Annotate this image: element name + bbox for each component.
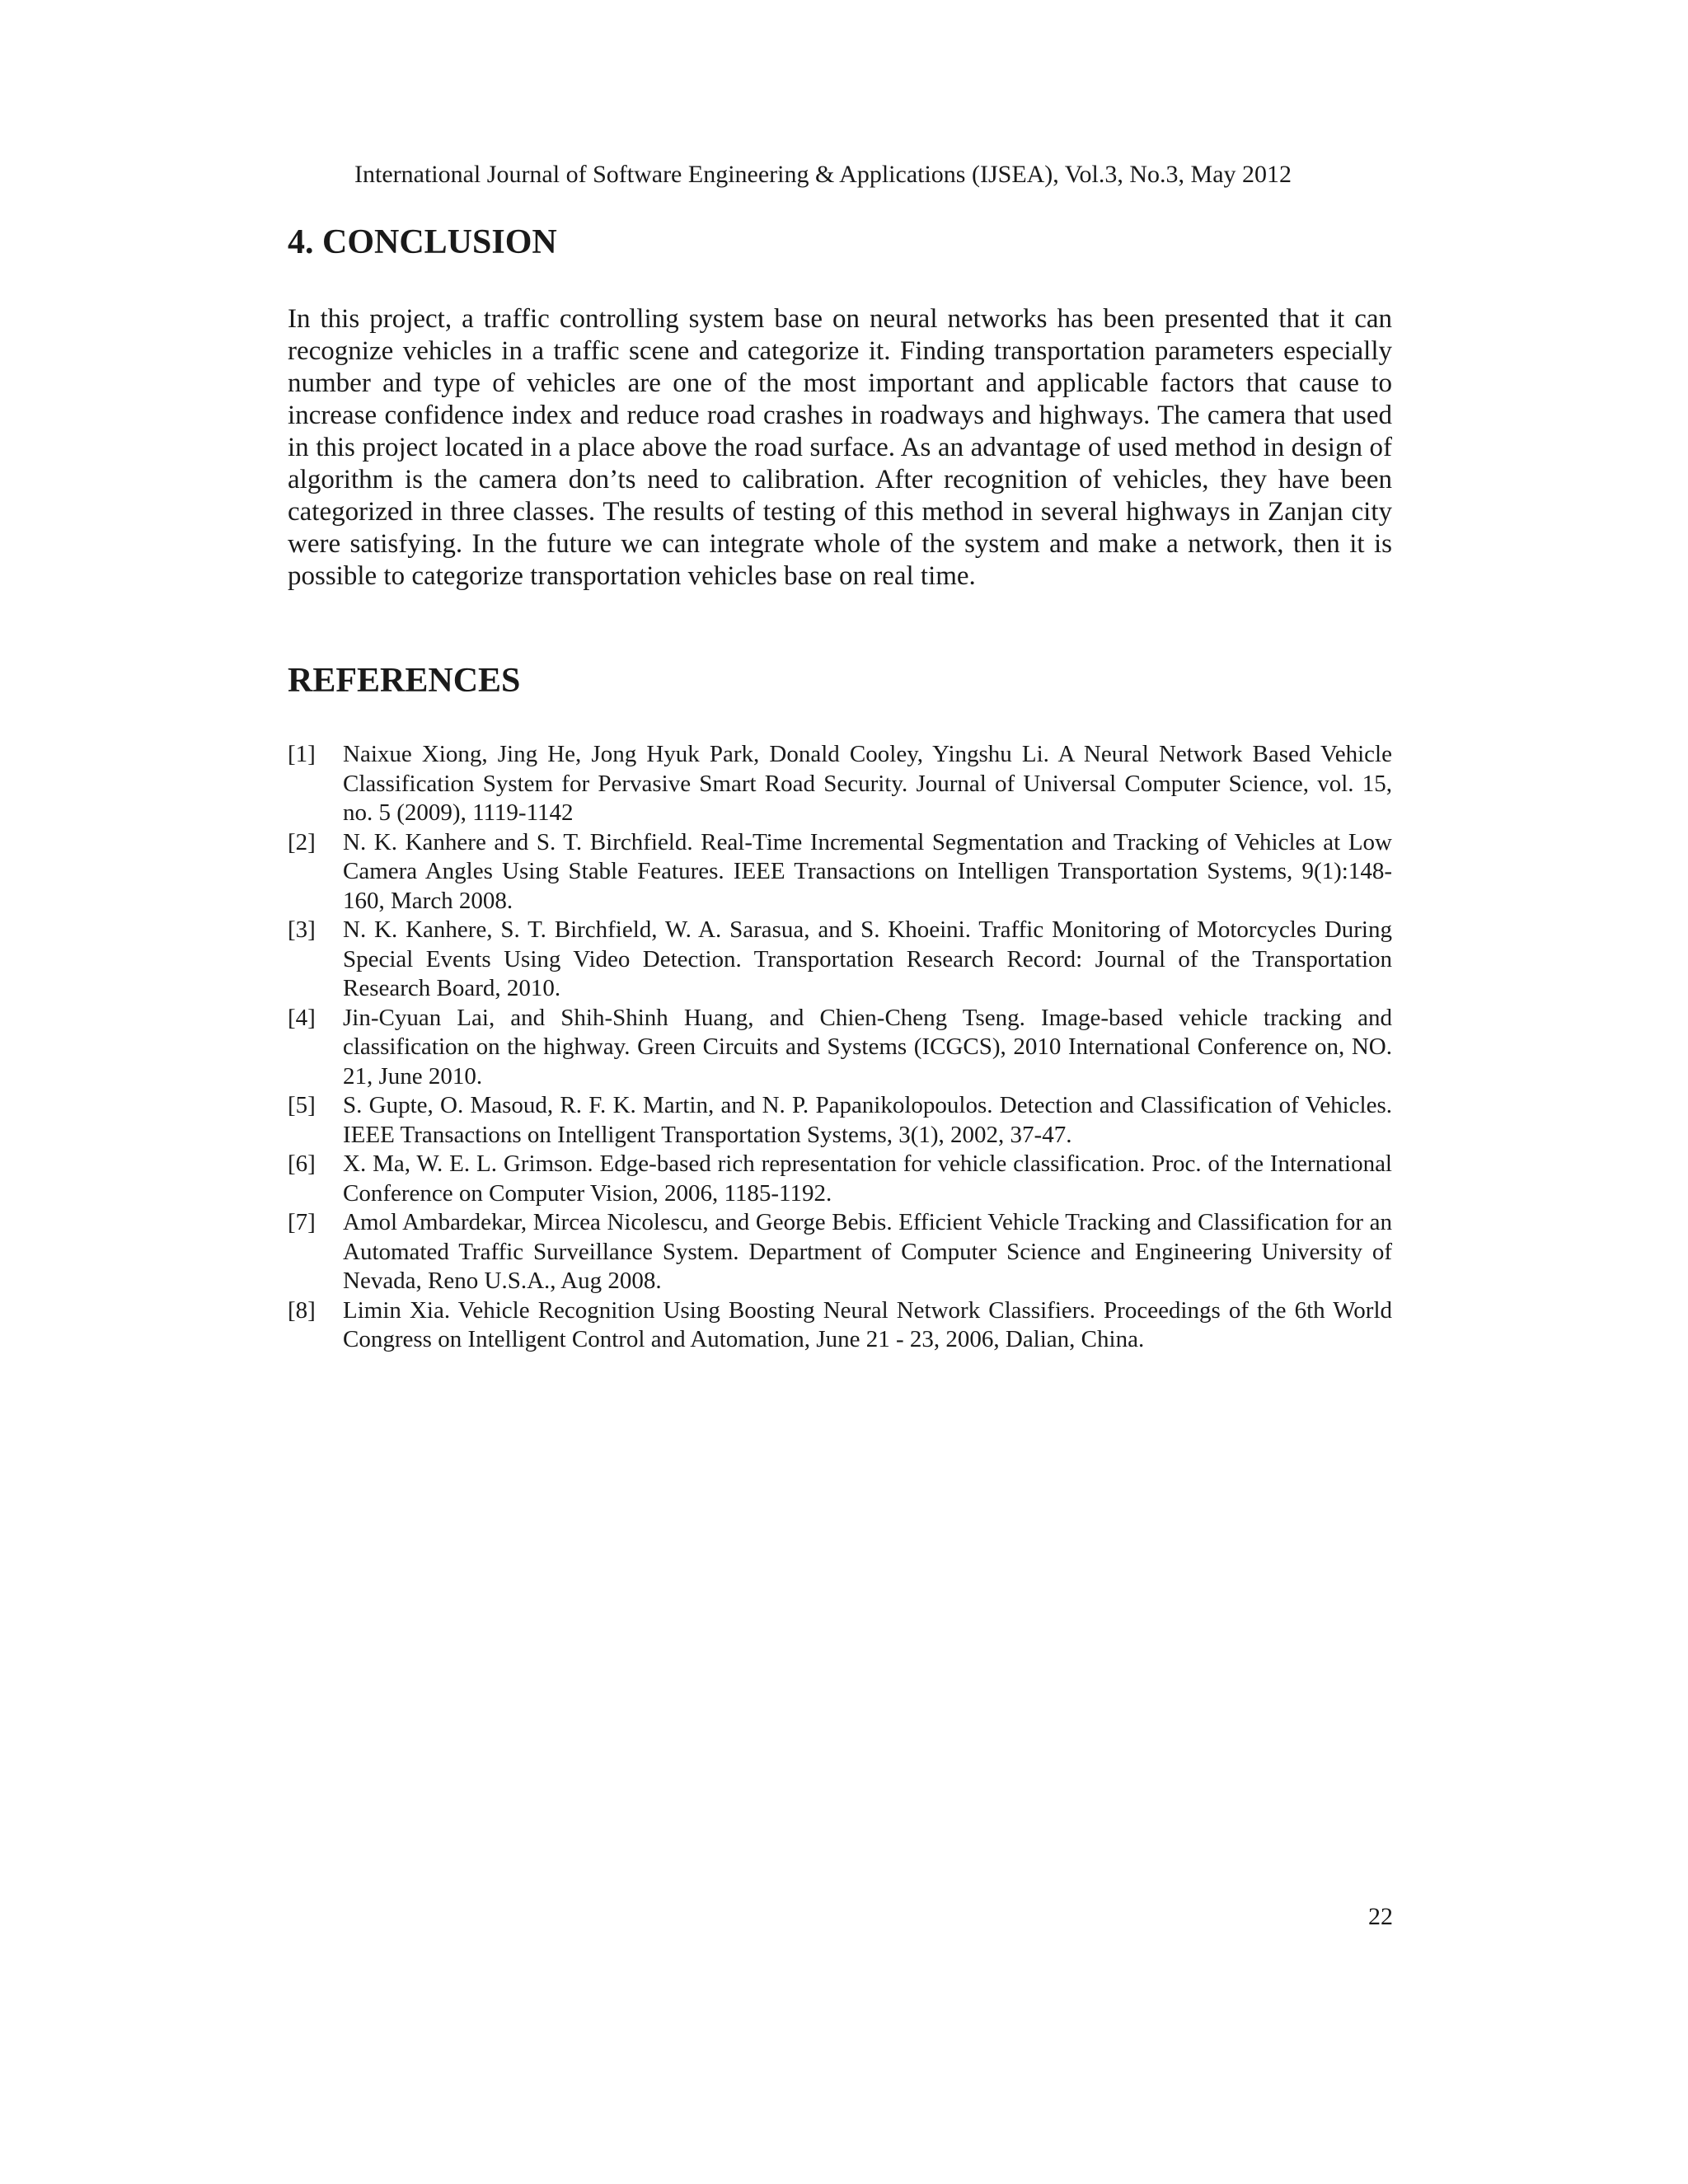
reference-text: X. Ma, W. E. L. Grimson. Edge-based rich representation for vehicle classification. Proc. of the International Conference on Computer Vision, 2006, 1185-1192. (343, 1151, 1392, 1207)
reference-item-7 (288, 1208, 1392, 1296)
reference-number: [1] (288, 741, 316, 767)
references-heading: REFERENCES (288, 662, 521, 700)
conclusion-paragraph: In this project, a traffic controlling system base on neural networks has been presented that it can recognize vehicles in a traffic scene and categorize it. Finding transportation parameters especially number and type of vehicles are one of the most important and applicable factors that cause to increase confidence index and reduce road crashes in roadways and highways. The camera that used in this project located in a place above the road surface. As an advantage of used method in design of algorithm is the camera don’ts need to calibration. After recognition of vehicles, they have been categorized in three classes. The results of testing of this method in several highways in Zanjan city were satisfying. In the future we can integrate whole of the system and make a network, then it is possible to categorize transportation vehicles base on real time. (288, 304, 1392, 591)
reference-item-6 (288, 1150, 1392, 1208)
reference-item-2 (288, 828, 1392, 916)
reference-text: S. Gupte, O. Masoud, R. F. K. Martin, and N. P. Papanikolopoulos. Detection and Classification of Vehicles. IEEE Transactions on Intelligent Transportation Systems, 3(1), 2002, 37-47. (343, 1092, 1392, 1148)
conclusion-heading: 4. CONCLUSION (288, 223, 557, 261)
reference-number: [6] (288, 1151, 316, 1177)
reference-list (288, 740, 1392, 1355)
reference-item-4 (288, 1004, 1392, 1092)
reference-text: N. K. Kanhere, S. T. Birchfield, W. A. Sarasua, and S. Khoeini. Traffic Monitoring of Motorcycles During Special Events Using Video Detection. Transportation Research Record: Journal of the Transportation Research Board, 2010. (343, 916, 1392, 1001)
reference-number: [2] (288, 828, 316, 855)
reference-item-8 (288, 1296, 1392, 1355)
reference-number: [7] (288, 1209, 316, 1235)
page-number: 22 (1368, 1903, 1393, 1930)
running-header: International Journal of Software Engineering & Applications (IJSEA), Vol.3, No.3, May 2012 (354, 161, 1292, 188)
reference-number: [8] (288, 1296, 316, 1324)
reference-item-5 (288, 1091, 1392, 1150)
reference-text: Naixue Xiong, Jing He, Jong Hyuk Park, Donald Cooley, Yingshu Li. A Neural Network Based Vehicle Classification System for Pervasive Smart Road Security. Journal of Universal Computer Science, vol. 15, no. 5 (2009), 1119-1142 (343, 741, 1392, 826)
reference-item-1 (288, 740, 1392, 828)
reference-number: [5] (288, 1092, 316, 1118)
reference-number: [4] (288, 1004, 316, 1031)
reference-text: N. K. Kanhere and S. T. Birchfield. Real-Time Incremental Segmentation and Tracking of Vehicles at Low Camera Angles Using Stable Features. IEEE Transactions on Intelligen Transportation Systems, 9(1):148-160, March 2008. (343, 828, 1392, 914)
reference-text: Limin Xia. Vehicle Recognition Using Boosting Neural Network Classifiers. Proceedings of the 6th World Congress on Intelligent Control and Automation, June 21 - 23, 2006, Dalian, China. (343, 1296, 1392, 1352)
reference-text: Jin-Cyuan Lai, and Shih-Shinh Huang, and Chien-Cheng Tseng. Image-based vehicle tracking and classification on the highway. Green Circuits and Systems (ICGCS), 2010 International Conference on, NO. 21, June 2010. (343, 1004, 1392, 1090)
reference-text: Amol Ambardekar, Mircea Nicolescu, and George Bebis. Efficient Vehicle Tracking and Classification for an Automated Traffic Surveillance System. Department of Computer Science and Engineering University of Nevada, Reno U.S.A., Aug 2008. (343, 1209, 1392, 1294)
reference-item-3 (288, 916, 1392, 1004)
reference-number: [3] (288, 916, 316, 943)
